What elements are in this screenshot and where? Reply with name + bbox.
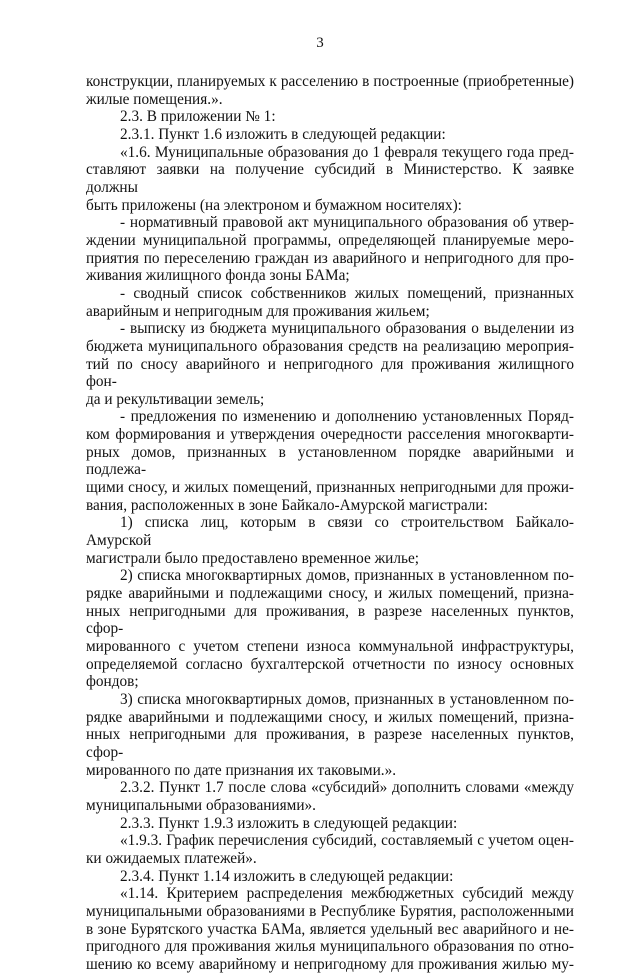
text-line: «1.9.3. График перечисления субсидий, составляемый с учетом оцен-: [120, 832, 574, 850]
text-line: определяемой согласно бухгалтерской отчетности по износу основных: [86, 655, 574, 673]
text-line: щими сносу, и жилых помещений, признанных непригодными для прожи-: [86, 479, 574, 497]
text-line: рных домов, признанных в установленном порядке аварийными и подлежа-: [86, 443, 574, 479]
page-number: 3: [316, 35, 324, 51]
text-line: муниципальными образованиями в Республике Бурятия, расположенными: [86, 902, 574, 920]
text-line: мированного с учетом степени износа коммунальной инфраструктуры,: [86, 638, 574, 655]
text-line: нных непригодными для проживания, в разрезе населенных пунктов, сфор-: [86, 602, 574, 638]
text-line: «1.6. Муниципальные образования до 1 февраля текущего года пред-: [120, 143, 574, 161]
text-line: шению ко всему аварийному и непригодному для проживания жилью му-: [86, 955, 574, 973]
text-line: мированного по дате признания их таковыми.».: [86, 761, 397, 779]
text-line: нных непригодными для проживания, в разрезе населенных пунктов, сфор-: [86, 726, 574, 761]
text-line: ждении муниципальной программы, определяющей планируемые меро-: [86, 231, 574, 249]
text-line: быть приложены (на электроном и бумажном носителях):: [86, 196, 462, 214]
text-line: - предложения по изменению и дополнению установленных Поряд-: [120, 408, 574, 426]
text-line: - сводный список собственников жилых помещений, признанных: [120, 284, 574, 302]
text-line: тий по сносу аварийного и непригодного для проживания жилищного фон-: [86, 355, 574, 391]
text-line: рядке аварийными и подлежащими сносу, и жилых помещений, призна-: [86, 708, 574, 726]
text-line: приятия по переселению граждан из аварийного и непригодного для про-: [86, 249, 574, 267]
text-line: 2.3.2. Пункт 1.7 после слова «субсидий» дополнить словами «между: [120, 779, 574, 797]
text-line: ставляют заявки на получение субсидий в Министерство. К заявке должны: [86, 161, 574, 196]
text-line: ки ожидаемых платежей».: [86, 849, 257, 867]
text-line: 2.3. В приложении № 1:: [120, 108, 276, 126]
text-line: 2.3.3. Пункт 1.9.3 изложить в следующей редакции:: [120, 814, 458, 832]
text-line: жилые помещения.».: [86, 90, 223, 108]
text-line: в зоне Бурятского участка БАМа, является удельный вес аварийного и не-: [86, 920, 574, 938]
text-line: бюджета муниципального образования средств на реализацию мероприя-: [86, 337, 574, 355]
text-line: да и рекультивации земель;: [86, 390, 265, 408]
text-line: 1) списка лиц, которым в связи со строительством Байкало-Амурской: [86, 514, 574, 550]
text-line: 2) списка многоквартирных домов, признанных в установленном по-: [120, 567, 574, 585]
text-line: ком формирования и утверждения очередности расселения многокварти-: [86, 426, 574, 444]
text-line: конструкции, планируемых к расселению в построенные (приобретенные): [86, 73, 574, 90]
text-line: вания, расположенных в зоне Байкало-Амурской магистрали:: [86, 496, 488, 514]
text-line: фондов;: [86, 673, 139, 691]
text-line: 3) списка многоквартирных домов, признанных в установленном по-: [120, 690, 574, 708]
text-line: муниципальными образованиями».: [86, 796, 316, 814]
text-line: - выписку из бюджета муниципального образования о выделении из: [120, 320, 574, 338]
document-body: [86, 73, 574, 973]
text-line: «1.14. Критерием распределения межбюджетных субсидий между: [120, 885, 574, 903]
text-line: магистрали было предоставлено временное жилье;: [86, 549, 420, 567]
text-line: рядке аварийными и подлежащими сносу, и жилых помещений, призна-: [86, 585, 574, 603]
text-line: аварийным и непригодным для проживания жильем;: [86, 302, 430, 320]
text-line: живания жилищного фонда зоны БАМа;: [86, 267, 350, 285]
text-line: пригодного для проживания жилья муниципального образования по отно-: [86, 938, 574, 956]
text-line: - нормативный правовой акт муниципального образования об утвер-: [120, 214, 574, 232]
text-line: 2.3.4. Пункт 1.14 изложить в следующей редакции:: [120, 867, 454, 885]
text-line: 2.3.1. Пункт 1.6 изложить в следующей редакции:: [120, 125, 446, 143]
